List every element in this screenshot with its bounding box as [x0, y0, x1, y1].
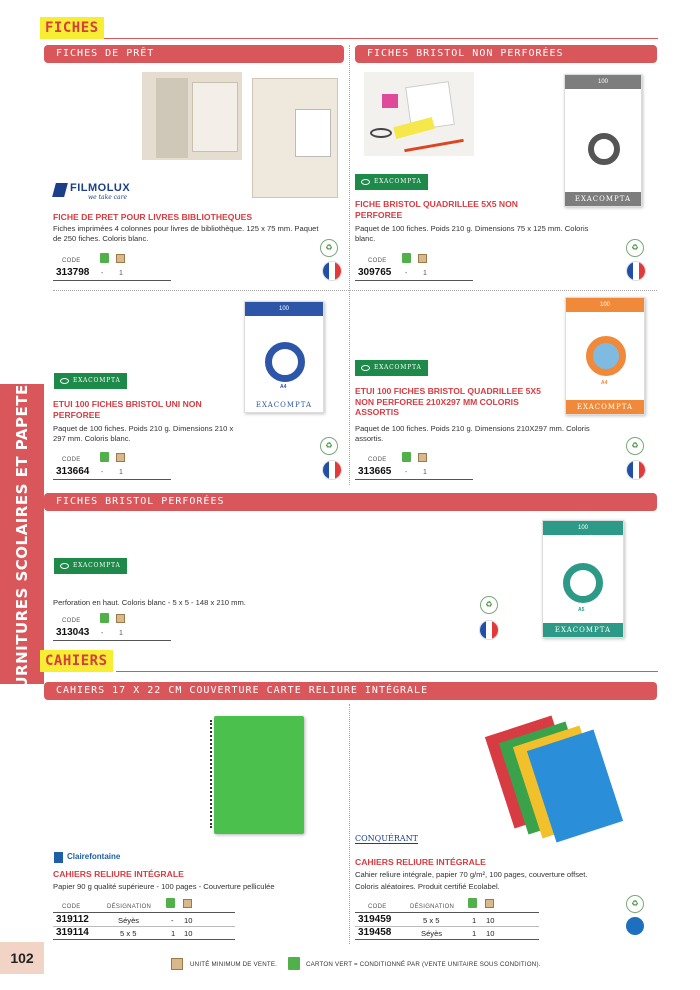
qty-separator: - [101, 270, 104, 277]
brand-logo-exacompta: EXACOMPTA [355, 174, 428, 190]
product-image-cahier-green [214, 716, 304, 834]
code-label: CODE [62, 258, 81, 264]
table-row-designation: Séyès [421, 929, 443, 938]
code-label: CODE [368, 457, 387, 463]
product-image-bristol-perforee: 100 A5 EXACOMPTA [542, 520, 624, 638]
eco-icon: ♻ [626, 895, 644, 913]
box-icon [183, 899, 192, 908]
product-title: CAHIERS RELIURE INTÉGRALE [355, 857, 486, 867]
side-category-label: FOURNITURES SCOLAIRES ET PAPETERIE [13, 355, 31, 713]
france-flag-icon [322, 261, 342, 281]
green-carton-icon [402, 452, 411, 462]
product-description: Paquet de 100 fiches. Poids 210 g. Dimensions 210X297 mm. Coloris assortis. [355, 424, 590, 443]
designation-label: DÉSIGNATION [410, 904, 455, 910]
product-code: 313798 [56, 267, 90, 278]
table-rule [53, 912, 235, 913]
product-description: Paquet de 100 fiches. Poids 210 g. Dimensions 75 x 125 mm. Coloris blanc. [355, 224, 589, 243]
product-image-cahiers-assortis [488, 714, 638, 834]
carton-qty: 1 [119, 270, 123, 277]
table-row-code: 319112 [56, 914, 89, 925]
box-icon [116, 614, 125, 623]
brand-logo-clairefontaine: Clairefontaine [54, 852, 144, 864]
code-rule [53, 280, 171, 281]
product-description: Perforation en haut. Coloris blanc - 5 x 5 - 148 x 210 mm. [53, 598, 246, 607]
table-rule [355, 912, 539, 913]
legend-unit: UNITÉ MINIMUM DE VENTE. [190, 961, 278, 968]
qty-separator: - [405, 469, 408, 476]
brand-logo-filmolux: FILMOLUX we take care [54, 183, 134, 205]
column-divider [349, 45, 350, 485]
product-image-bristol-desk [364, 72, 474, 156]
table-row-designation: Séyès [118, 916, 140, 925]
product-title: ETUI 100 FICHES BRISTOL UNI NON PERFOREE [53, 399, 202, 420]
legend-carton: CARTON VERT = CONDITIONNÉ PAR (VENTE UNITAIRE SOUS CONDITION). [306, 961, 541, 968]
green-carton-icon [100, 613, 109, 623]
box-icon [485, 899, 494, 908]
table-row-designation: 5 x 5 [423, 916, 440, 925]
qty-separator: - [101, 469, 104, 476]
table-row-code: 319114 [56, 927, 89, 938]
qty-separator: - [405, 270, 408, 277]
code-rule [355, 479, 473, 480]
section-divider [104, 38, 658, 39]
subheading-cahiers-17x22: CAHIERS 17 X 22 CM COUVERTURE CARTE RELIURE INTÉGRALE [44, 682, 657, 700]
france-flag-icon [322, 460, 342, 480]
designation-label: DÉSIGNATION [107, 904, 152, 910]
table-row-min: 1 [171, 929, 176, 938]
eco-icon: ♻ [626, 437, 644, 455]
product-image-bristol-assortis: 100 A4 EXACOMPTA [565, 297, 645, 415]
code-label: CODE [62, 457, 81, 463]
brand-logo-exacompta: EXACOMPTA [54, 373, 127, 389]
product-image-pret-cards [252, 78, 338, 198]
table-row-carton: 10 [486, 916, 495, 925]
box-icon [418, 254, 427, 263]
section-divider [116, 671, 658, 672]
box-icon [418, 453, 427, 462]
brand-logo-exacompta: EXACOMPTA [355, 360, 428, 376]
code-rule [53, 479, 171, 480]
ecolabel-icon [626, 917, 644, 935]
subheading-bristol-perforees: FICHES BRISTOL PERFORÉES [44, 493, 657, 511]
eco-icon: ♻ [480, 596, 498, 614]
product-description: Papier 90 g qualité supérieure - 100 pages - Couverture pelliculée [53, 882, 275, 891]
brand-logo-conquerant: CONQUÉRANT [355, 834, 418, 843]
product-description: Coloris aléatoires. Produit certifié Ecolabel. [355, 882, 500, 891]
page-number: 102 [0, 942, 44, 974]
product-code: 309765 [358, 267, 392, 278]
product-title: FICHE DE PRET POUR LIVRES BIBLIOTHEQUES [53, 212, 253, 222]
subheading-bristol-non-perforees: FICHES BRISTOL NON PERFORÉES [355, 45, 657, 63]
product-code: 313665 [358, 466, 392, 477]
box-icon [116, 254, 125, 263]
table-row-code: 319459 [358, 914, 392, 925]
table-row-min: 1 [472, 916, 477, 925]
product-description: Paquet de 100 fiches. Poids 210 g. Dimensions 210 x 297 mm. Coloris blanc. [53, 424, 234, 443]
product-description: Cahier reliure intégrale, papier 70 g/m², 100 pages, couverture offset. [355, 870, 588, 879]
eco-icon: ♻ [626, 239, 644, 257]
green-carton-icon [468, 898, 477, 908]
product-code: 313664 [56, 466, 90, 477]
table-row-min: - [171, 916, 174, 925]
green-carton-icon [288, 957, 300, 970]
carton-qty: 1 [423, 469, 427, 476]
code-label: CODE [62, 904, 81, 910]
section-title-cahiers: CAHIERS [40, 650, 113, 672]
product-title: FICHE BRISTOL QUADRILLEE 5X5 NON PERFOREE [355, 199, 518, 220]
eco-icon: ♻ [320, 239, 338, 257]
table-row-code: 319458 [358, 927, 392, 938]
section-title-fiches: FICHES [40, 17, 104, 39]
product-image-bristol-5x5: 100 EXACOMPTA [564, 74, 642, 207]
eco-icon: ♻ [320, 437, 338, 455]
carton-qty: 1 [119, 469, 123, 476]
qty-separator: - [101, 630, 104, 637]
table-row-min: 1 [472, 929, 477, 938]
green-carton-icon [402, 253, 411, 263]
green-carton-icon [166, 898, 175, 908]
carton-qty: 1 [423, 270, 427, 277]
box-icon [116, 453, 125, 462]
carton-qty: 1 [119, 630, 123, 637]
table-rule [53, 939, 235, 940]
product-title: ETUI 100 FICHES BRISTOL QUADRILLEE 5X5 NON PERFOREE 210X297 MM COLORIS ASSORTIS [355, 386, 541, 417]
france-flag-icon [626, 261, 646, 281]
row-divider [53, 290, 657, 291]
brand-logo-exacompta: EXACOMPTA [54, 558, 127, 574]
table-row-designation: 5 x 5 [120, 929, 137, 938]
product-image-pret-open [142, 72, 242, 160]
france-flag-icon [626, 460, 646, 480]
product-image-bristol-uni: 100 A4 EXACOMPTA [244, 301, 324, 413]
code-label: CODE [368, 904, 387, 910]
code-rule [53, 640, 171, 641]
code-rule [355, 280, 473, 281]
table-row-carton: 10 [486, 929, 495, 938]
green-carton-icon [100, 452, 109, 462]
code-label: CODE [368, 258, 387, 264]
column-divider [349, 704, 350, 944]
france-flag-icon [479, 620, 499, 640]
box-icon [171, 958, 183, 970]
product-title: CAHIERS RELIURE INTÉGRALE [53, 869, 184, 879]
code-label: CODE [62, 618, 81, 624]
subheading-fiches-pret: FICHES DE PRÊT [44, 45, 344, 63]
table-row-carton: 10 [184, 916, 193, 925]
product-code: 313043 [56, 627, 90, 638]
table-row-carton: 10 [184, 929, 193, 938]
table-rule [355, 939, 539, 940]
green-carton-icon [100, 253, 109, 263]
product-description: Fiches imprimées 4 colonnes pour livres de bibliothèque. 125 x 75 mm. Paquet de 250 fiches. Coloris blanc. [53, 224, 319, 243]
